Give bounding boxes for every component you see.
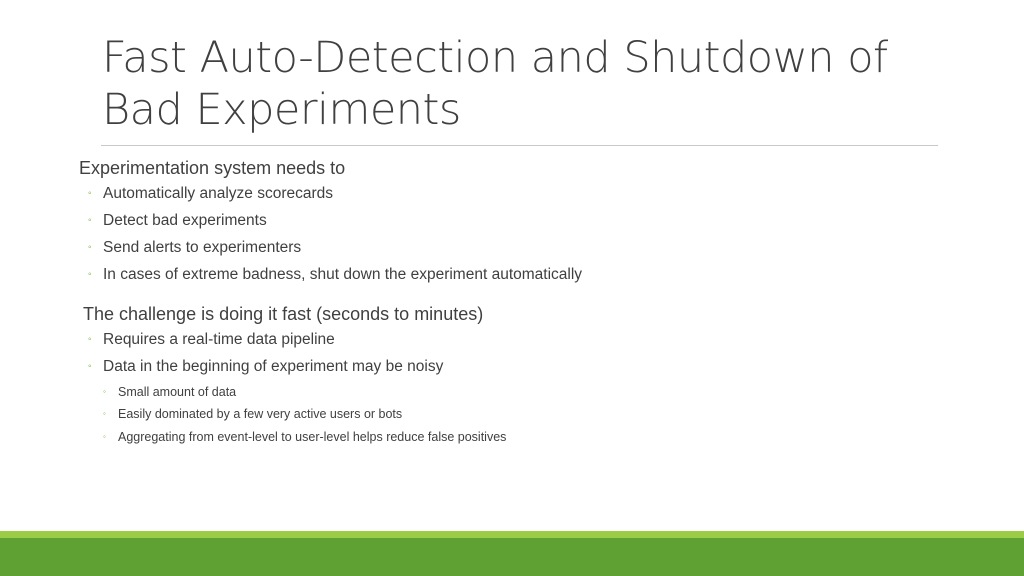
- slide-title-line-1: Fast Auto-Detection and Shutdown of: [102, 33, 888, 83]
- footer-band: [0, 538, 1024, 576]
- list-item: [88, 184, 333, 204]
- section-heading-1: Experimentation system needs to: [79, 158, 346, 178]
- sub-list-item: [103, 406, 402, 422]
- bullet-icon: ◦: [88, 334, 92, 345]
- bullet-icon: ◦: [88, 215, 92, 226]
- list-item: [88, 357, 443, 377]
- list-item: [88, 330, 335, 350]
- slide-title-line-2: Bad Experiments: [102, 85, 461, 135]
- list-item: [88, 265, 582, 285]
- footer-accent-stripe: [0, 531, 1024, 538]
- footer-bar: [0, 531, 1024, 576]
- list-item-text: Detect bad experiments: [103, 212, 267, 229]
- list-item: [88, 211, 267, 231]
- sub-list-item-text: Small amount of data: [118, 385, 237, 399]
- bullet-icon: ◦: [88, 188, 92, 199]
- section-heading-2: The challenge is doing it fast (seconds to minutes): [83, 304, 484, 324]
- bullet-icon: ◦: [103, 387, 106, 396]
- sub-list-item-text: Aggregating from event-level to user-level helps reduce false positives: [118, 430, 507, 444]
- sub-list-item-text: Easily dominated by a few very active users or bots: [118, 407, 403, 421]
- list-item-text: In cases of extreme badness, shut down the experiment automatically: [103, 266, 583, 283]
- list-item-text: Data in the beginning of experiment may be noisy: [103, 358, 444, 375]
- list-item-text: Send alerts to experimenters: [103, 239, 302, 256]
- list-item-text: Requires a real-time data pipeline: [103, 331, 335, 348]
- bullet-icon: ◦: [103, 432, 106, 441]
- bullet-icon: ◦: [88, 269, 92, 280]
- bullet-icon: ◦: [103, 409, 106, 418]
- title-divider: [101, 145, 938, 146]
- sub-list-item: [103, 429, 506, 445]
- sub-list-item: [103, 384, 236, 400]
- bullet-icon: ◦: [88, 361, 92, 372]
- slide-title: [102, 32, 942, 136]
- bullet-icon: ◦: [88, 242, 92, 253]
- list-item: [88, 238, 301, 258]
- list-item-text: Automatically analyze scorecards: [103, 185, 334, 202]
